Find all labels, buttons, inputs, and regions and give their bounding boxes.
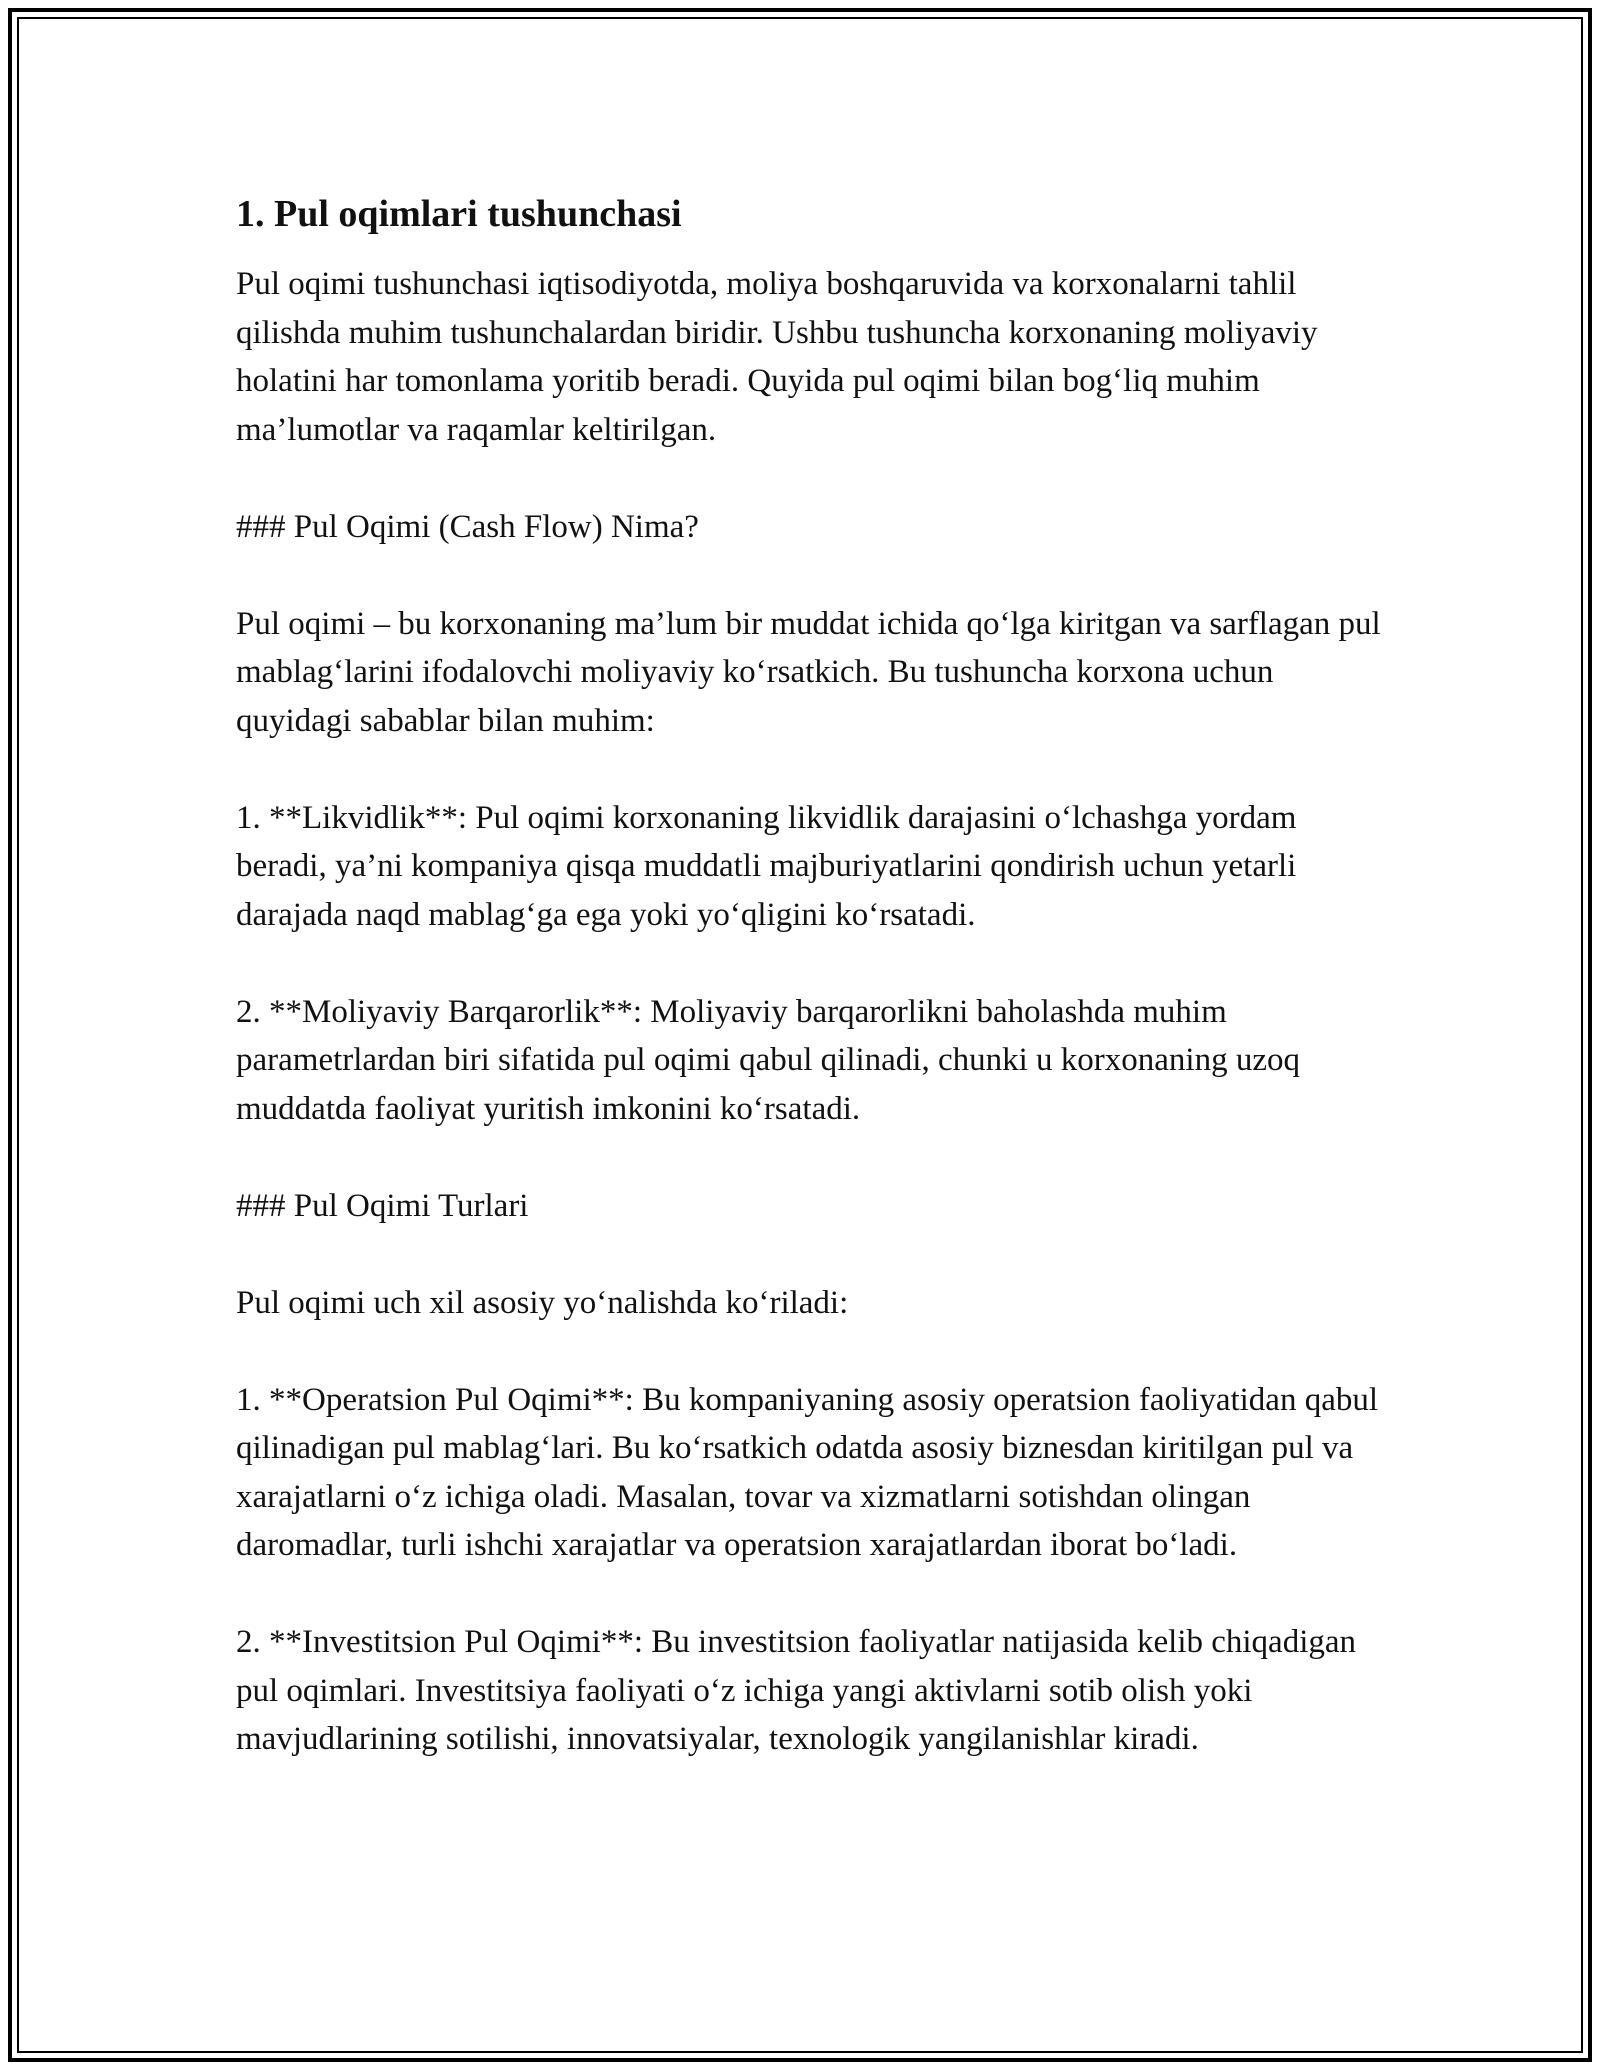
list-item-operating: 1. **Operatsion Pul Oqimi**: Bu kompaniyaning asosiy operatsion faoliyatidan qabul qilinadigan pul mablag‘lari. Bu ko‘rsatkich odatda asosiy biznesdan kiritilgan pul va xarajatlarni o‘z ichiga oladi. Masalan, tovar va xizmatlarni sotishdan olingan daromadlar, turli ishchi xarajatlar va operatsion xarajatlardan iborat bo‘ladi.: [236, 1381, 1379, 1563]
section-heading: 1. Pul oqimlari tushunchasi: [236, 193, 682, 235]
paragraph-intro: Pul oqimi tushunchasi iqtisodiyotda, moliya boshqaruvida va korxonalarni tahlil qilishda muhim tushunchalardan biridir. Ushbu tushuncha korxonaning moliyaviy holatini har tomonlama yoritib beradi. Quyida pul oqimi bilan bog‘liq muhim ma’lumotlar va raqamlar keltirilgan.: [236, 266, 1318, 448]
subheading-types: ### Pul Oqimi Turlari: [236, 1187, 529, 1224]
paragraph-types-intro: Pul oqimi uch xil asosiy yo‘nalishda ko‘riladi:: [236, 1284, 849, 1321]
list-item-investing: 2. **Investitsion Pul Oqimi**: Bu investitsion faoliyatlar natijasida kelib chiqadigan pul oqimlari. Investitsiya faoliyati o‘z ichiga yangi aktivlarni sotib olish yoki mavjudlarining sotilishi, innovatsiyalar, texnologik yangilanishlar kiradi.: [236, 1624, 1357, 1757]
list-item-liquidity: 1. **Likvidlik**: Pul oqimi korxonaning likvidlik darajasini o‘lchashga yordam beradi, ya’ni kompaniya qisqa muddatli majburiyatlarini qondirish uchun yetarli darajada naqd mablag‘ga ega yoki yo‘qligini ko‘rsatadi.: [236, 799, 1297, 933]
paragraph-definition: Pul oqimi – bu korxonaning ma’lum bir muddat ichida qo‘lga kiritgan va sarflagan pul mablag‘larini ifodalovchi moliyaviy ko‘rsatkich. Bu tushuncha korxona uchun quyidagi sabablar bilan muhim:: [236, 605, 1381, 739]
list-item-stability: 2. **Moliyaviy Barqarorlik**: Moliyaviy barqarorlikni baholashda muhim parametrlardan biri sifatida pul oqimi qabul qilinadi, chunki u korxonaning uzoq muddatda faoliyat yuritish imkonini ko‘rsatadi.: [236, 993, 1300, 1127]
document-body: [236, 188, 1386, 1764]
subheading-cash-flow: ### Pul Oqimi (Cash Flow) Nima?: [236, 508, 699, 545]
